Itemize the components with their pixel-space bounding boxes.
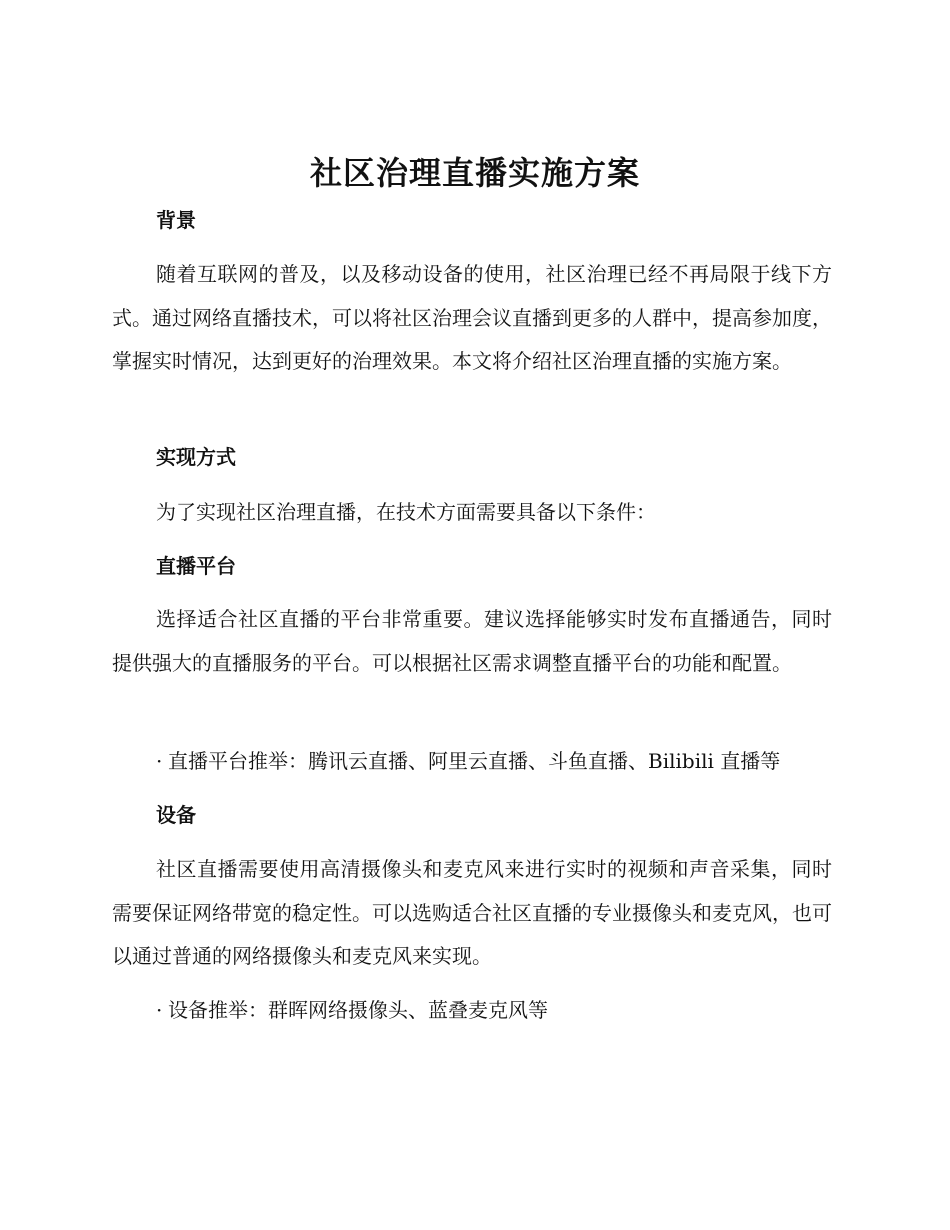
- section-heading-implementation: 实现方式: [156, 445, 236, 469]
- paragraph-background: 随着互联网的普及，以及移动设备的使用，社区治理已经不再局限于线下方式。通过网络直播技术，可以将社区治理会议直播到更多的人群中，提高参加度，掌握实时情况，达到更好的治理效果。本文将介绍社区治理直播的实施方案。: [112, 262, 832, 373]
- bullet-text: 设备推举：群晖网络摄像头、蓝叠麦克风等: [168, 998, 548, 1022]
- section-heading-equipment: 设备: [156, 803, 196, 827]
- bullet-equipment-recommendation: [156, 995, 836, 1025]
- bullet-mark: ·: [156, 998, 163, 1022]
- paragraph-implementation: 为了实现社区治理直播，在技术方面需要具备以下条件：: [156, 500, 656, 524]
- paragraph-platform: 选择适合社区直播的平台非常重要。建议选择能够实时发布直播通告，同时提供强大的直播服务的平台。可以根据社区需求调整直播平台的功能和配置。: [112, 607, 832, 675]
- document-title: 社区治理直播实施方案: [309, 154, 640, 192]
- section-heading-platform: 直播平台: [156, 554, 236, 578]
- bullet-text: 直播平台推举：腾讯云直播、阿里云直播、斗鱼直播、Bilibili 直播等: [168, 749, 781, 773]
- bullet-platform-recommendation: [156, 746, 836, 776]
- paragraph-equipment: 社区直播需要使用高清摄像头和麦克风来进行实时的视频和声音采集，同时需要保证网络带宽的稳定性。可以选购适合社区直播的专业摄像头和麦克风，也可以通过普通的网络摄像头和麦克风来实现。: [112, 857, 832, 968]
- section-heading-background: 背景: [156, 208, 196, 232]
- bullet-mark: ·: [156, 749, 163, 773]
